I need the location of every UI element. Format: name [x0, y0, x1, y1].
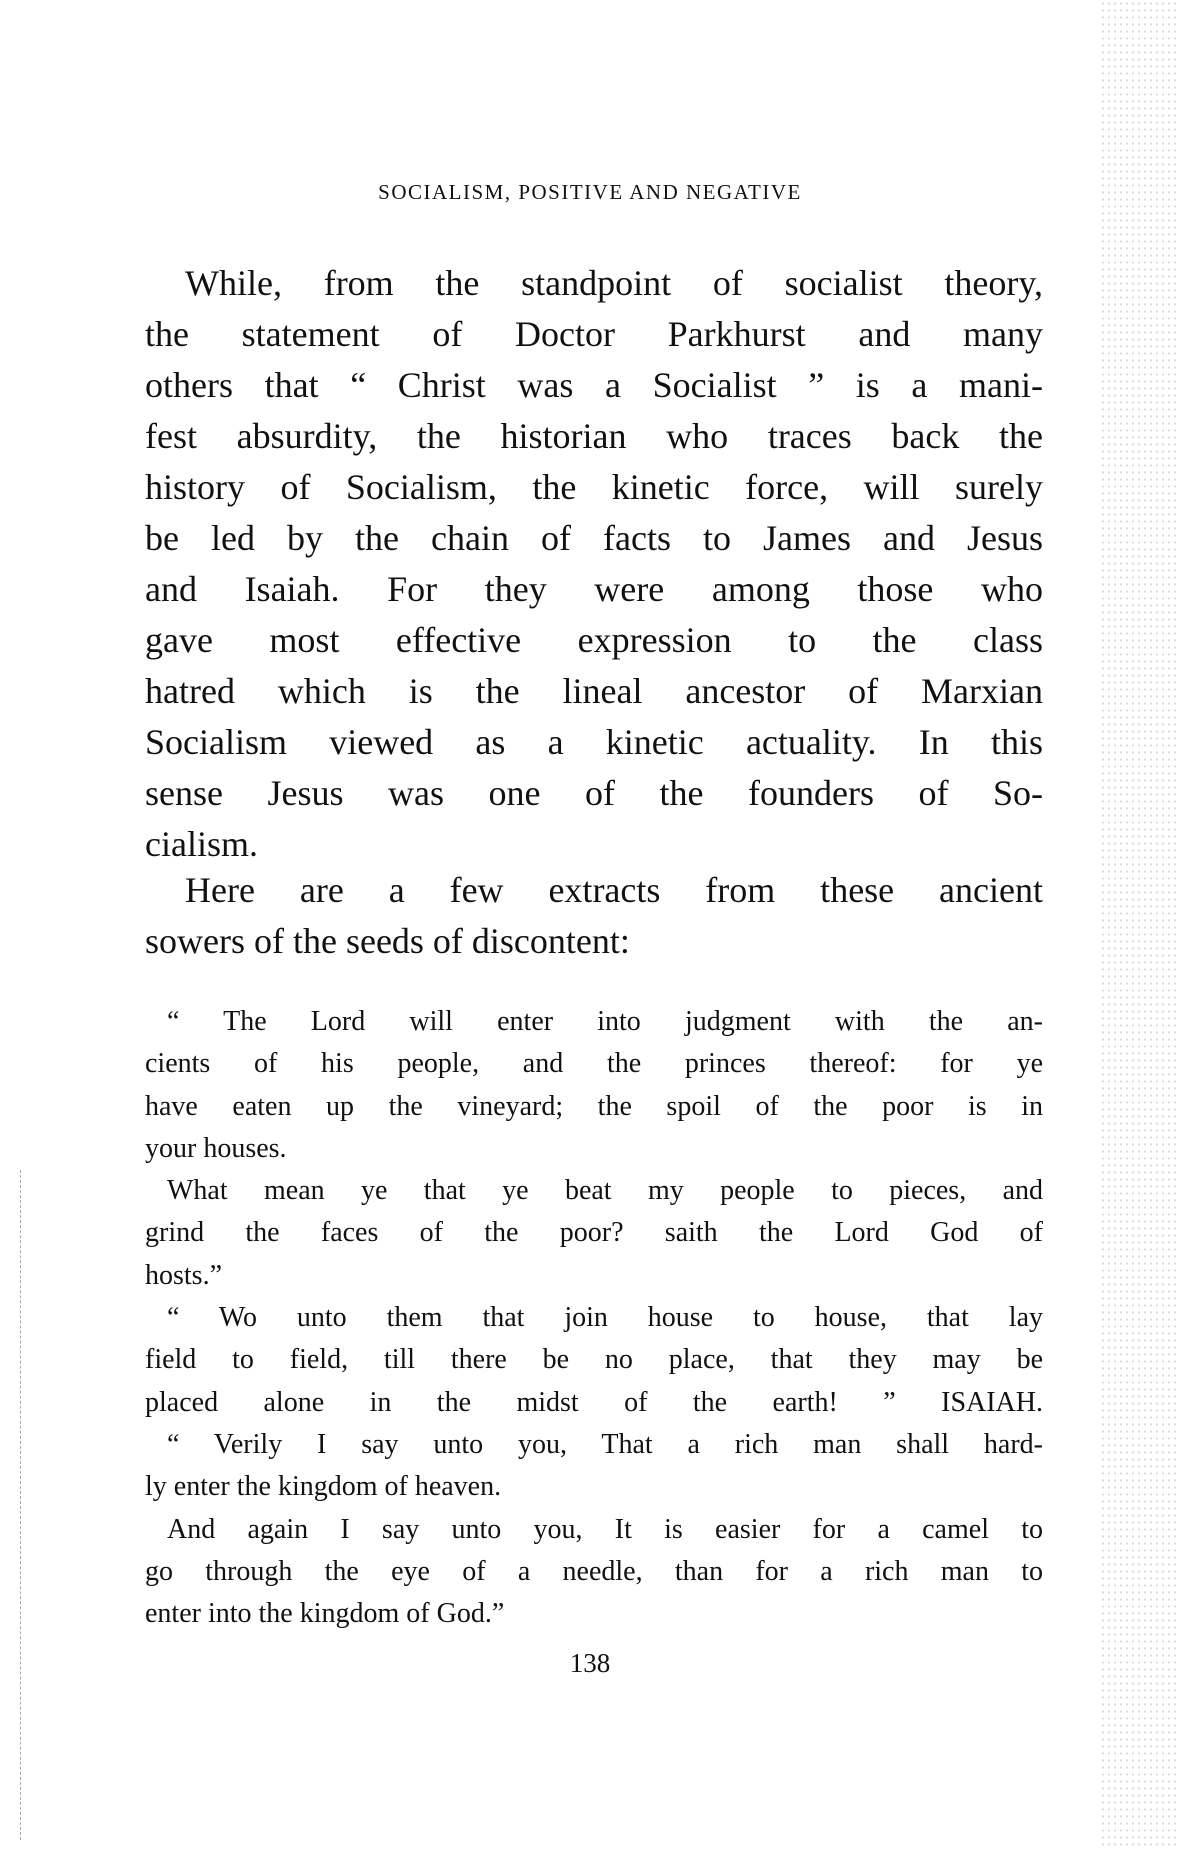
text-line: sense Jesus was one of the founders of So-: [145, 773, 1043, 813]
paragraph-1: [145, 258, 1043, 870]
running-head: SOCIALISM, POSITIVE AND NEGATIVE: [378, 180, 802, 204]
text-line: enter into the kingdom of God.”: [145, 1598, 505, 1630]
text-line: have eaten up the vineyard; the spoil of the poor is in: [145, 1090, 1043, 1122]
page-number: 138: [569, 1648, 611, 1678]
paragraph-2: [145, 865, 1043, 967]
text-line: cialism.: [145, 824, 258, 864]
text-line: “ Verily I say unto you, That a rich man shall hard-: [167, 1428, 1043, 1460]
text-line: field to field, till there be no place, that they may be: [145, 1344, 1043, 1376]
text-line: fest absurdity, the historian who traces back the: [145, 416, 1043, 456]
text-line: be led by the chain of facts to James and Jesus: [145, 518, 1043, 558]
text-line: placed alone in the midst of the earth! ” ISAIAH.: [145, 1386, 1043, 1418]
text-line: What mean ye that ye beat my people to pieces, and: [167, 1175, 1043, 1207]
text-line: And again I say unto you, It is easier for a camel to: [167, 1513, 1043, 1545]
text-line: go through the eye of a needle, than for a rich man to: [145, 1555, 1043, 1587]
text-line: hosts.”: [145, 1259, 222, 1291]
text-line: others that “ Christ was a Socialist ” is a mani-: [145, 365, 1043, 405]
text-line: the statement of Doctor Parkhurst and many: [145, 314, 1043, 354]
text-line: and Isaiah. For they were among those who: [145, 569, 1043, 609]
quotation-block: [145, 1001, 1043, 1635]
text-line: “ The Lord will enter into judgment with the an-: [167, 1006, 1043, 1037]
text-line: history of Socialism, the kinetic force, will surely: [145, 467, 1043, 507]
text-line: hatred which is the lineal ancestor of Marxian: [145, 671, 1043, 711]
text-line: sowers of the seeds of discontent:: [145, 921, 630, 961]
binding-edge-line: [20, 1170, 21, 1840]
text-line: Socialism viewed as a kinetic actuality. In this: [145, 722, 1043, 762]
text-line: While, from the standpoint of socialist theory,: [185, 263, 1043, 303]
text-line: gave most effective expression to the class: [145, 620, 1043, 660]
text-line: ly enter the kingdom of heaven.: [145, 1471, 502, 1503]
page-edge-speckle: [1100, 0, 1180, 1849]
text-line: cients of his people, and the princes thereof: for ye: [145, 1048, 1043, 1080]
text-line: “ Wo unto them that join house to house, that lay: [167, 1302, 1043, 1334]
text-line: Here are a few extracts from these ancient: [185, 870, 1043, 910]
text-line: your houses.: [145, 1132, 287, 1164]
text-line: grind the faces of the poor? saith the Lord God of: [145, 1217, 1043, 1249]
